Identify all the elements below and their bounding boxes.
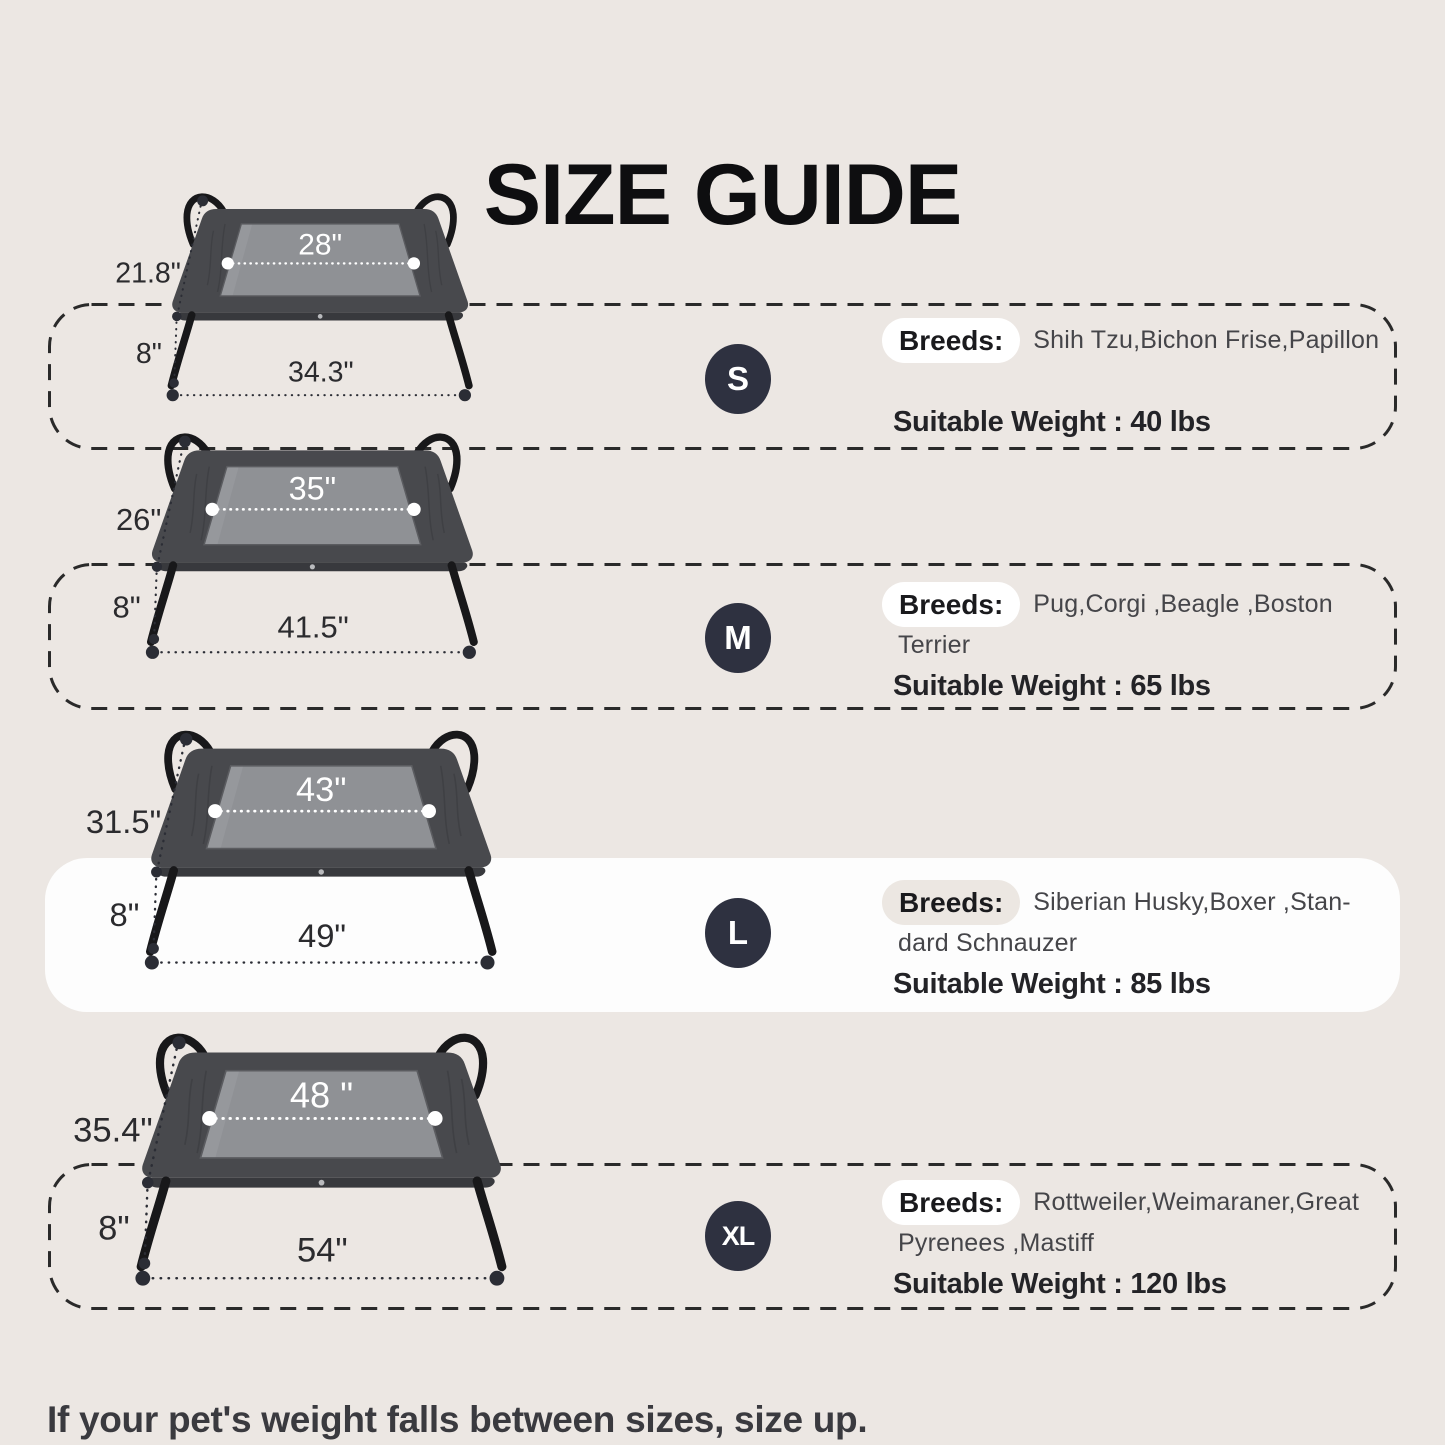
bed-top-width-label: 43" <box>296 770 347 809</box>
suitable-weight: Suitable Weight : 85 lbs <box>893 968 1211 1000</box>
bed-bottom-width-label: 49" <box>297 916 347 954</box>
breeds-value: Pug,Corgi ,Beagle ,Boston <box>1033 590 1333 618</box>
size-badge-xl: XL <box>705 1201 771 1271</box>
breeds-value-line2: dard Schnauzer <box>898 929 1078 957</box>
breeds-label: Breeds: <box>882 880 1020 925</box>
bed-top-width-label: 28" <box>298 228 343 262</box>
bed-diagonal-label: 35.4" <box>73 1111 153 1150</box>
breeds-value-line2: Terrier <box>898 631 971 659</box>
breeds-label: Breeds: <box>882 1180 1020 1225</box>
bed-bottom-width-label: 41.5" <box>277 609 349 645</box>
size-badge-s: S <box>705 344 771 414</box>
suitable-weight: Suitable Weight : 120 lbs <box>893 1268 1227 1300</box>
suitable-weight: Suitable Weight : 40 lbs <box>893 406 1211 438</box>
bed-bottom-width-label: 34.3" <box>288 356 354 389</box>
bed-height-label: 8" <box>112 589 141 625</box>
bed-diagonal-label: 26" <box>115 501 162 537</box>
bed-height-label: 8" <box>109 895 140 933</box>
bed-top-width-label: 35" <box>288 470 337 507</box>
breeds-label: Breeds: <box>882 582 1020 627</box>
bed-height-label: 8" <box>98 1209 130 1248</box>
size-info-m <box>882 582 1407 717</box>
sizing-advice-note: If your pet's weight falls between sizes, size up. <box>47 1399 868 1440</box>
bed-height-label: 8" <box>135 338 162 371</box>
bed-diagonal-label: 31.5" <box>85 802 162 840</box>
breeds-value-line2: Pyrenees ,Mastiff <box>898 1229 1095 1257</box>
bed-bottom-width-label: 54" <box>296 1231 348 1270</box>
dog-bed-illustration <box>14 422 515 688</box>
size-info-s <box>882 318 1407 453</box>
breeds-value: Siberian Husky,Boxer ,Stan- <box>1033 888 1351 916</box>
size-info-xl <box>882 1180 1407 1315</box>
suitable-weight: Suitable Weight : 65 lbs <box>893 670 1211 702</box>
breeds-value: Shih Tzu,Bichon Frise,Papillon <box>1033 326 1380 354</box>
breeds-label: Breeds: <box>882 318 1020 363</box>
dog-bed-illustration <box>5 719 536 1000</box>
size-badge-m: M <box>705 603 771 673</box>
bed-top-width-label: 48 " <box>289 1074 354 1116</box>
dog-bed-illustration <box>45 183 507 428</box>
dog-bed-illustration <box>0 1021 548 1318</box>
breeds-value: Rottweiler,Weimaraner,Great <box>1033 1188 1360 1216</box>
size-info-l <box>882 880 1407 1015</box>
bed-diagonal-label: 21.8" <box>115 257 181 290</box>
size-badge-l: L <box>705 898 771 968</box>
page-title: SIZE GUIDE <box>483 146 962 243</box>
